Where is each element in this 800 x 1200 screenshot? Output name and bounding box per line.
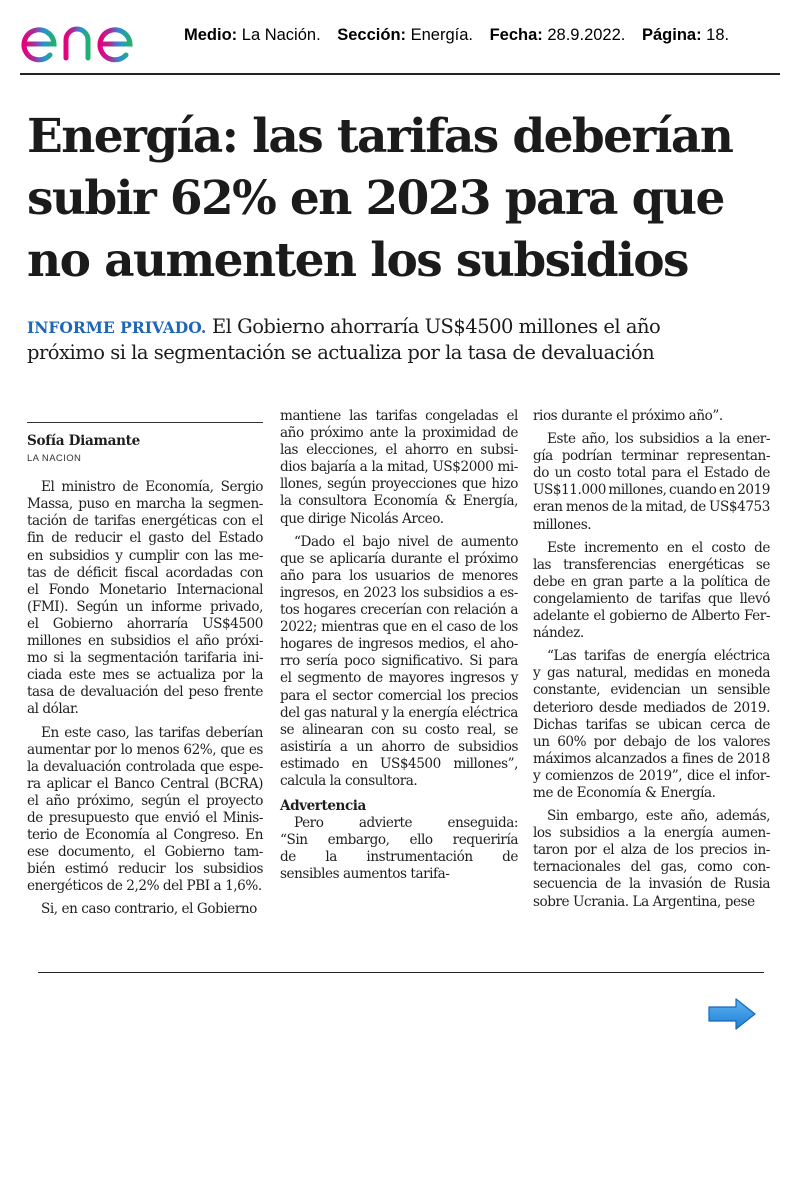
- text-line: taron por el alza de los precios in-: [533, 842, 770, 859]
- text-line: El ministro de Economía, Sergio: [41, 479, 263, 496]
- text-line: hogares de ingresos medios, el aho-: [280, 636, 518, 653]
- text-line: “Sin embargo, ello requeriría: [280, 832, 518, 849]
- text-line: los subsidios a la energía aumen-: [533, 825, 770, 842]
- text-line: el Gobierno ahorraría US$4500: [27, 615, 263, 632]
- text-line: (FMI). Según un informe privado,: [27, 598, 263, 615]
- deck: [27, 314, 787, 365]
- text-line: terio de Economía al Congreso. En: [27, 827, 263, 844]
- text-line: ra aplicar el Banco Central (BCRA): [27, 775, 263, 792]
- deck-text: próximo si la segmentación se actualiza por la tasa de devaluación: [27, 341, 655, 364]
- text-line: la devaluación controlada que espe-: [27, 758, 263, 775]
- seccion-value: Energía.: [410, 26, 473, 44]
- text-line: el año próximo, según el proyecto: [27, 792, 263, 809]
- text-line: millones en subsidios el año próxi-: [27, 633, 263, 650]
- source: LA NACION: [27, 453, 82, 465]
- medio-label: Medio:: [184, 26, 238, 44]
- article-column-1: [27, 408, 263, 919]
- fecha-value: 28.9.2022.: [547, 26, 626, 44]
- text-line: se alinearan con su costo real, se: [280, 721, 518, 738]
- text-line: aumentar por lo menos 62%, que es: [27, 741, 263, 758]
- text-line: calcula la consultora.: [280, 772, 418, 789]
- text-line: secuencia de la invasión de Rusia: [533, 876, 770, 893]
- text-line: Pero advierte enseguida:: [294, 815, 518, 832]
- text-line: ese documento, el Gobierno tam-: [27, 844, 263, 861]
- text-line: Este año, los subsidios a la ener-: [547, 431, 770, 448]
- pagina-value: 18.: [706, 26, 730, 44]
- text-line: que dirige Nicolás Arceo.: [280, 510, 444, 527]
- text-line: dios bajaría a la mitad, US$2000 mi-: [280, 459, 518, 476]
- text-line: gía podrían terminar representan-: [533, 448, 770, 465]
- text-line: que se aplicaría durante el próximo: [280, 550, 518, 567]
- kicker: INFORME PRIVADO.: [27, 318, 207, 337]
- text-line: en subsidios y cumplir con las me-: [27, 547, 263, 564]
- right-arrow-icon[interactable]: [706, 996, 758, 1032]
- article-column-2: [280, 408, 518, 884]
- text-line: Dichas tarifas se ubican cerca de: [533, 716, 770, 733]
- text-line: millones.: [533, 516, 592, 533]
- text-line: rro sería poco significativo. Si para: [280, 653, 518, 670]
- text-line: tos hogares crecerían con relación a: [280, 602, 518, 619]
- author: Sofía Diamante: [27, 433, 140, 449]
- text-line: congelamiento de tarifas que llevó: [533, 590, 770, 607]
- text-line: año próximo ante la proximidad de: [280, 425, 518, 442]
- text-line: año para los usuarios de menores: [280, 567, 518, 584]
- text-line: do un costo total para el Estado de: [533, 465, 770, 482]
- text-line: ternacionales del gas, como con-: [533, 859, 770, 876]
- column-text: [280, 815, 518, 883]
- text-line: y comienzos de 2019”, dice el infor-: [533, 767, 770, 784]
- subhead: Advertencia: [280, 798, 366, 815]
- headline-line: subir 62% en 2023 para que: [27, 171, 724, 226]
- text-line: 2022; mientras que en el caso de los: [280, 619, 518, 636]
- text-line: para el sector comercial los precios: [280, 687, 518, 704]
- text-line: tas de déficit fiscal acordadas con: [27, 564, 263, 581]
- medio-value: La Nación.: [241, 26, 321, 44]
- text-line: debe en gran parte a la política de: [533, 573, 770, 590]
- text-line: de presupuesto que envió el Minis-: [27, 809, 263, 826]
- text-line: “Dado el bajo nivel de aumento: [294, 533, 518, 550]
- text-line: la consultora Economía & Energía,: [280, 493, 518, 510]
- text-line: adelante el gobierno de Alberto Fer-: [533, 608, 770, 625]
- text-line: Si, en caso contrario, el Gobierno: [41, 901, 257, 918]
- text-line: mantiene las tarifas congeladas el: [280, 408, 518, 424]
- text-line: Este incremento en el costo de: [547, 539, 770, 556]
- text-line: En este caso, las tarifas deberían: [41, 724, 263, 741]
- deck-text: El Gobierno ahorraría US$4500 millones el año: [206, 315, 661, 338]
- column-text: [280, 408, 518, 790]
- text-line: Sin embargo, este año, además,: [547, 808, 770, 825]
- text-line: ingresos, en 2023 los subsidios a es-: [280, 584, 518, 601]
- column-text: [533, 408, 770, 911]
- text-line: las elecciones, el ahorro en subsi-: [280, 442, 518, 459]
- text-line: tasa de devaluación del peso frente: [27, 684, 263, 701]
- column-text: [27, 479, 263, 918]
- text-line: estimado en US$4500 millones”,: [280, 755, 518, 772]
- text-line: máximos alcanzados a fines de 2018: [533, 750, 770, 767]
- headline-line: Energía: las tarifas deberían: [27, 109, 733, 164]
- text-line: energéticos de 2,2% del PBI a 1,6%.: [27, 878, 262, 895]
- text-line: asistiría a un ahorro de subsidios: [280, 738, 518, 755]
- footer-divider: [38, 972, 764, 973]
- text-line: llones, según proyecciones que hizo: [280, 476, 518, 493]
- text-line: “Las tarifas de energía eléctrica: [547, 648, 770, 665]
- seccion-label: Sección:: [337, 26, 407, 44]
- text-line: US$11.000 millones, cuando en 2019: [533, 482, 770, 499]
- text-line: tación de tarifas energéticas con el: [27, 513, 263, 530]
- text-line: sobre Ucrania. La Argentina, pese: [533, 893, 755, 910]
- text-line: las transferencias energéticas se: [533, 556, 770, 573]
- text-line: ciada este mes se actualiza por la: [27, 667, 263, 684]
- text-line: y gas natural, medidas en moneda: [533, 665, 770, 682]
- text-line: del gas natural y la energía eléctrica: [280, 704, 518, 721]
- headline: [27, 106, 787, 292]
- pagina-label: Página:: [641, 26, 702, 44]
- text-line: me de Economía & Energía.: [533, 784, 716, 801]
- text-line: de la instrumentación de: [280, 849, 518, 866]
- article-column-3: [533, 408, 770, 911]
- byline-divider: [27, 422, 263, 423]
- text-line: nández.: [533, 625, 584, 642]
- text-line: al dólar.: [27, 701, 79, 718]
- text-line: deterioro desde mediados de 2019.: [533, 699, 770, 716]
- text-line: mo si la segmentación tarifaria ini-: [27, 650, 263, 667]
- text-line: Massa, puso en marcha la segmen-: [27, 496, 263, 513]
- text-line: fin de reducir el gasto del Estado: [27, 530, 263, 547]
- text-line: un 60% por debajo de los valores: [533, 733, 770, 750]
- enel-logo-icon: [16, 8, 172, 66]
- text-line: sensibles aumentos tarifa-: [280, 866, 450, 883]
- headline-line: no aumenten los subsidios: [27, 233, 688, 288]
- text-line: el segmento de mayores ingresos y: [280, 670, 518, 687]
- document-meta: [184, 26, 729, 45]
- text-line: bién estimó reducir los subsidios: [27, 861, 263, 878]
- text-line: eran menos de la mitad, de US$4753: [533, 499, 770, 516]
- fecha-label: Fecha:: [489, 26, 543, 44]
- header-divider: [20, 73, 780, 75]
- text-line: el Fondo Monetario Internacional: [27, 581, 263, 598]
- text-line: rios durante el próximo año”.: [533, 408, 723, 424]
- text-line: constante, evidencian un sensible: [533, 682, 770, 699]
